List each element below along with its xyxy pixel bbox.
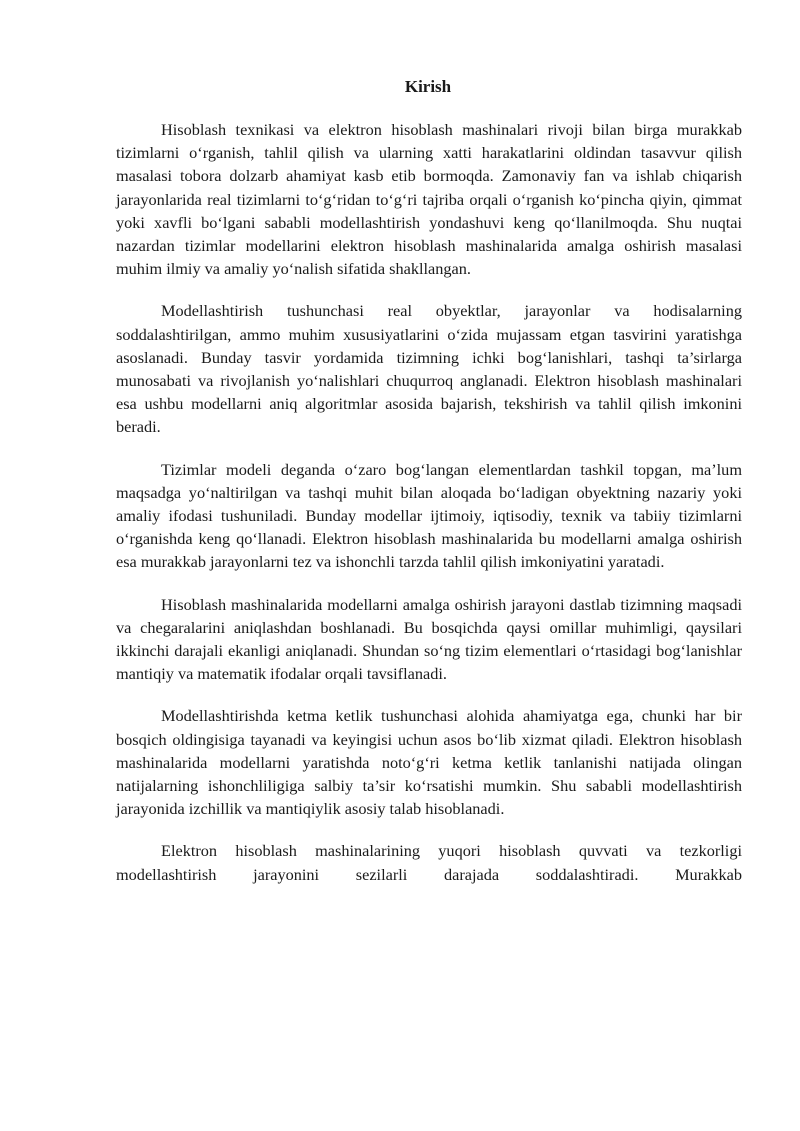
paragraph: Elektron hisoblash mashinalarining yuqori hisoblash quvvati va tezkorligi modellashtirish jarayonini sezilarli darajada soddalashtiradi. Murakkab bbox=[116, 841, 742, 884]
document-title: Kirish bbox=[404, 77, 452, 96]
document-body bbox=[116, 118, 742, 905]
paragraph: Modellashtirishda ketma ketlik tushunchasi alohida ahamiyatga ega, chunki har bir bosqich oldingisiga tayanadi va keyingisi uchun asos bo‘lib xizmat qiladi. Elektron hisoblash mashinalarida modellarni yaratishda noto‘g‘ri ketma ketlik tanlanishi natijada olingan natijalarning ishonchliligiga salbiy ta’sir ko‘rsatishi mumkin. Shu sababli modellashtirish jarayonida izchillik va mantiqiylik asosiy talab hisoblanadi. bbox=[116, 706, 742, 819]
paragraph: Hisoblash texnikasi va elektron hisoblash mashinalari rivoji bilan birga murakkab tizimlarni o‘rganish, tahlil qilish va ularning xatti harakatlarini oldindan tasavvur qilish masalasi tobora dolzarb ahamiyat kasb etib bormoqda. Zamonaviy fan va ishlab chiqarish jarayonlarida real tizimlarni to‘g‘ridan to‘g‘ri tajriba orqali o‘rganish ko‘pincha qiyin, qimmat yoki xavfli bo‘lgani sababli modellashtirish yondashuvi keng qo‘llanilmoqda. Shu nuqtai nazardan tizimlar modellarini elektron hisoblash mashinalarida amalga oshirish masalasi muhim ilmiy va amaliy yo‘nalish sifatida shakllangan. bbox=[116, 120, 742, 279]
paragraph: Hisoblash mashinalarida modellarni amalga oshirish jarayoni dastlab tizimning maqsadi va chegaralarini aniqlashdan boshlanadi. Bu bosqichda qaysi omillar muhimligi, qaysilari ikkinchi darajali ekanligi aniqlanadi. Shundan so‘ng tizim elementlari o‘rtasidagi bog‘lanishlar mantiqiy va matematik ifodalar orqali tavsiflanadi. bbox=[116, 594, 742, 684]
paragraph: Tizimlar modeli deganda o‘zaro bog‘langan elementlardan tashkil topgan, ma’lum maqsadga yo‘naltirilgan va tashqi muhit bilan aloqada bo‘ladigan obyektning nazariy yoki amaliy ifodasi tushuniladi. Bunday modellar ijtimoiy, iqtisodiy, texnik va tabiiy tizimlarni o‘rganishda keng qo‘llanadi. Elektron hisoblash mashinalarida bu modellarni amalga oshirish esa murakkab jarayonlarni tez va ishonchli tarzda tahlil qilish imkoniyatini yaratadi. bbox=[116, 459, 742, 572]
paragraph: Modellashtirish tushunchasi real obyektlar, jarayonlar va hodisalarning soddalashtirilgan, ammo muhim xususiyatlarini o‘zida mujassam etgan tasvirini yaratishga asoslanadi. Bunday tasvir yordamida tizimning ichki bog‘lanishlari, tashqi ta’sirlarga munosabati va rivojlanish yo‘nalishlari chuqurroq anglanadi. Elektron hisoblash mashinalari esa ushbu modellarni aniq algoritmlar asosida bajarish, tekshirish va tahlil qilish imkonini beradi. bbox=[116, 301, 742, 437]
